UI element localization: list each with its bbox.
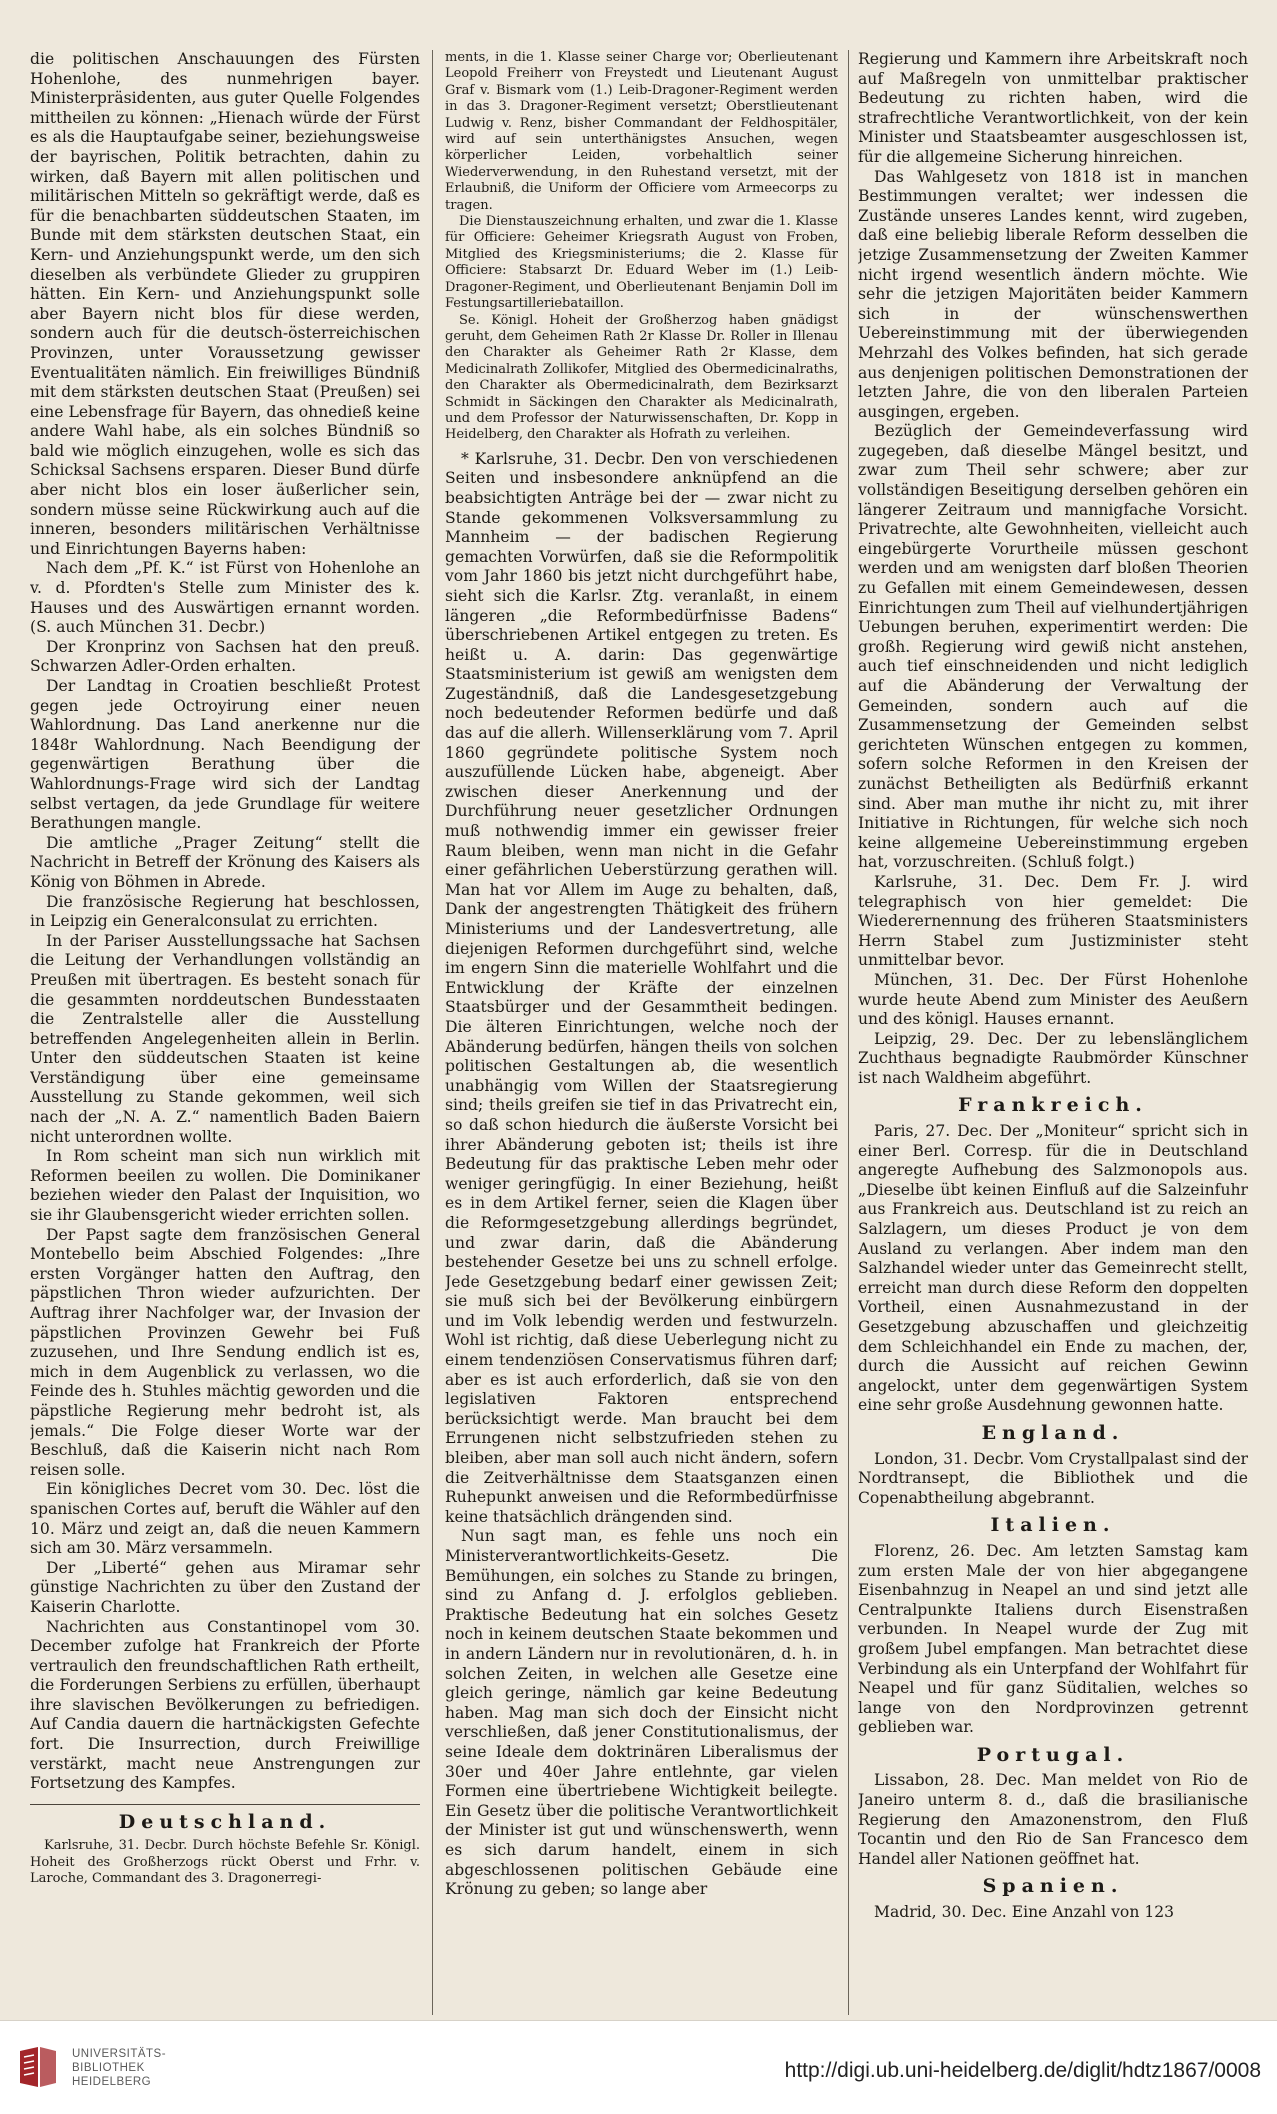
article-paragraph: Die französische Regierung hat beschlossen, in Leipzig ein Generalconsulat zu errichten. <box>30 892 420 931</box>
article-paragraph: Bezüglich der Gemeindeverfassung wird zugegeben, daß dieselbe Mängel besitzt, und zwar zum Theil sehr schwere; aber zur vollständigen Beseitigung derselben gehören ein längerer Zeitraum und mannigfache Vorsicht. Privatrechte, alte Gewohnheiten, vielleicht auch eingebürgerte Vorurtheile müssen geschont werden und am wenigsten darf bloßen Theorien zu Gefallen mit einem Gemeindewesen, dessen Einrichtungen zum Theil auf vielhundertjährigen Uebungen beruhen, experimentirt werden: Die großh. Regierung wird gewiß nicht anstehen, auch tief einschneidenden und nicht lediglich auf die Abänderung der Verwaltung der Gemeinden, sondern auch auf die Zusammensetzung der Gemeinden selbst gerichteten Wünschen entgegen zu kommen, sofern solche Reformen in den Kreisen der zunächst Betheiligten als Bedürfniß erkannt sind. Aber man muthe ihr nicht zu, mit ihrer Initiative in Richtungen, für welche sich noch keine allgemeine Uebereinstimmung ergeben hat, vorzuschreiten. (Schluß folgt.) <box>858 422 1248 872</box>
news-item-madrid: Madrid, 30. Dec. Eine Anzahl von 123 <box>874 1903 1175 1922</box>
news-item-london: London, 31. Decbr. Vom Crystallpalast sind der Nordtransept, die Bibliothek und die Copenabtheilung abgebrannt. <box>858 1449 1248 1507</box>
viewer-footer <box>0 2020 1277 2114</box>
section-heading-deutschland: Deutschland. <box>118 1810 332 1833</box>
article-paragraph: Nach dem „Pf. K.“ ist Fürst von Hohenlohe an v. d. Pfordten's Stelle zum Minister des k. Hauses und des Auswärtigen ernannt worden. (S. auch München 31. Decbr.) <box>30 559 420 637</box>
news-item-paris: Paris, 27. Dec. Der „Moniteur“ spricht sich in einer Berl. Corresp. für die in Deutschland angeregte Aufhebung des Salzmonopols aus. „Dieselbe übt keinen Einfluß auf die Salzeinfuhr aus Frankreich aus. Deutschland ist zu reich an Salzlagern, um dieses Product je von dem Ausland zu verlangen. Aber indem man den Salzhandel wieder unter das Gemeinrecht stellt, erreicht man durch diese Reform den doppelten Vortheil, einen Ausnahmezustand in der Gesetzgebung abzuschaffen und gleichzeitig dem Schleichhandel ein Ende zu machen, der, durch die Aussicht auf reichen Gewinn angelockt, unter dem gegenwärtigen System eine sehr große Ausdehnung gewonnen hatte. <box>858 1122 1248 1415</box>
article-paragraph: Die amtliche „Prager Zeitung“ stellt die Nachricht in Betreff der Krönung des Kaisers als König von Böhmen in Abrede. <box>30 833 420 891</box>
source-url-link[interactable]: http://digi.ub.uni-heidelberg.de/diglit/hdtz1867/0008 <box>784 2059 1261 2082</box>
article-paragraph: Der Kronprinz von Sachsen hat den preuß. Schwarzen Adler-Orden erhalten. <box>30 637 420 676</box>
section-heading-portugal: Portugal. <box>976 1743 1130 1766</box>
section-heading-spanien: Spanien. <box>982 1875 1124 1898</box>
news-item: München, 31. Dec. Der Fürst Hohenlohe wurde heute Abend zum Minister des Aeußern und des königl. Hauses ernannt. <box>858 970 1248 1029</box>
article-paragraph: Der Landtag in Croatien beschließt Protest gegen jede Octroyirung einer neuen Wahlordnung. Das Land anerkenne nur die 1848r Wahlordnung. Nach Beendigung der gegenwärtigen Berathung über die Wahlordnungs-Frage wird sich der Landtag selbst vertagen, da jede Grundlage für weitere Berathungen mangle. <box>30 677 420 833</box>
personnel-notices <box>445 50 838 444</box>
news-item-karlsruhe: Karlsruhe, 31. Decbr. Durch höchste Befehle Sr. Königl. Hoheit des Großherzogs rückt Oberst und Frhr. v. Laroche, Commandant des 3. Dragonerregi- <box>30 1838 420 1887</box>
article-paragraph: die politischen Anschauungen des Fürsten Hohenlohe, des nunmehrigen bayer. Ministerpräsidenten, aus guter Quelle Folgendes mittheilen zu können: „Hienach würde der Fürst es als die Hauptaufgabe seiner, beziehungsweise der bayrischen, Politik betrachten, dahin zu wirken, daß Bayern mit allen politischen und militärischen Mitteln so gekräftigt werde, daß es für die benachbarten süddeutschen Staaten, im Bunde mit dem stärksten deutschen Staat, ein Kern- und Anziehungspunkt werde, um den sich dieselben als verbündete Glieder zu gruppiren hätten. Ein Kern- und Anziehungspunkt solle aber Bayern nicht blos für diese werden, sondern auch für die deutsch-österreichischen Provinzen, unter Voraussetzung gewisser Eventualitäten nämlich. Ein freiwilliges Bündniß mit dem stärksten deutschen Staat (Preußen) sei eine Lebensfrage für Bayern, das ohnedieß keine andere Wahl habe, als ein solches Bündniß so bald wie möglich einzugehen, wolle es sich das Schicksal Sachsens ersparen. Dieser Bund dürfe aber nicht blos ein loser äußerlicher sein, sondern müsse seine Rückwirkung auch auf die inneren, besonders militärischen Verhältnisse und Einrichtungen Bayerns haben: <box>30 50 420 558</box>
section-heading-england: England. <box>981 1421 1125 1444</box>
middle-column <box>445 50 838 2010</box>
news-item-florenz: Florenz, 26. Dec. Am letzten Samstag kam zum ersten Male der von hier abgegangene Eisenbahnzug in Neapel an und sind jetzt alle Centralpunkte Italiens durch Eisenstraßen verbunden. In Neapel wurde der Zug mit großem Jubel empfangen. Man betrachtet diese Verbindung als ein Unterpfand der Wohlfahrt für Neapel und für ganz Süditalien, welches so lange von den Nordprovinzen getrennt geblieben war. <box>858 1541 1248 1737</box>
article-paragraph: In Rom scheint man sich nun wirklich mit Reformen beeilen zu wollen. Die Dominikaner beziehen wieder den Palast der Inquisition, wo sie ihr Glaubensgericht wieder errichten sollen. <box>30 1147 420 1225</box>
article-paragraph: Nachrichten aus Constantinopel vom 30. December zufolge hat Frankreich der Pforte vertraulich den freundschaftlichen Rath ertheilt, die Forderungen Serbiens zu erfüllen, überhaupt ihre slavischen Bevölkerungen zu befriedigen. Auf Candia dauern die hartnäckigsten Gefechte fort. Die Insurrection, durch Freiwillige verstärkt, macht neue Anstrengungen zur Fortsetzung des Kampfes. <box>30 1617 420 1793</box>
article-paragraph: Das Wahlgesetz von 1818 ist in manchen Bestimmungen veraltet; wer indessen die Zustände unseres Landes kennt, wird zugeben, daß eine beliebig liberale Reform desselben die jetzige Zusammensetzung der Zweiten Kammer nicht irgend wesentlich ändern möchte. Wie sehr die jetzigen Majoritäten beider Kammern sich in der wünschenswerthen Uebereinstimmung mit der überwiegenden Mehrzahl des Volkes befinden, hat sich gerade aus denjenigen politischen Demonstrationen der letzten Jahre, die von den liberalen Parteien ausgingen, ergeben. <box>858 167 1248 421</box>
section-rule <box>30 1804 420 1805</box>
section-heading-frankreich: Frankreich. <box>958 1094 1148 1117</box>
news-item: Karlsruhe, 31. Dec. Dem Fr. J. wird telegraphisch von hier gemeldet: Die Wiederernennung des früheren Staatsministers Herrn Stabel zum Justizminister steht unmittelbar bevor. <box>858 872 1248 970</box>
right-column <box>858 50 1248 2010</box>
article-paragraph: * Karlsruhe, 31. Decbr. Den von verschiedenen Seiten und insbesondere anknüpfend an die beabsichtigten Anträge bei der — zwar nicht zu Stande gekommenen Volksversammlung zu Mannheim — der badischen Regierung gemachten Vorwürfen, daß sie die Reformpolitik vom Jahr 1860 bis jetzt nicht durchgeführt habe, sieht sich die Karlsr. Ztg. veranlaßt, in einem längeren „die Reformbedürfnisse Badens“ überschriebenen Artikel entgegen zu treten. Es heißt u. A. darin: Das gegenwärtige Staatsministerium ist gewiß am wenigsten dem Zugeständniß, daß die Landesgesetzgebung noch bedeutender Reformen bedürfe und daß das auf die allerh. Willenserklärung vom 7. April 1860 gegründete politische System noch auszufüllende Lücken habe, abgeneigt. Aber zwischen dieser Anerkennung und der Durchführung neuer gesetzlicher Ordnungen muß nothwendig immer ein gewisser freier Raum bleiben, wenn man nicht in die Gefahr einer gefährlichen Ueberstürzung gerathen will. Man hat vor Allem im Auge zu behalten, daß, Dank der angestrengten Thätigkeit des frühern Ministeriums und der Landesvertretung, alle diejenigen Reformen durchgeführt sind, welche im engern Sinn die materielle Wohlfahrt und die Entwicklung der Kräfte der einzelnen Staatsbürger und der Gesammtheit bedingen. Die älteren Einrichtungen, welche noch der Abänderung bedürfen, hängen theils von solchen politischen Gestaltungen ab, die wesentlich unabhängig vom Willen der Staatsregierung sind; theils greifen sie tief in das Privatrecht ein, so daß schon hiedurch die äußerste Vorsicht bei ihrer Abänderung geboten ist; theils ist ihre Bedeutung für das praktische Leben mehr oder weniger geringfügig. In einer Beziehung, heißt es in dem Artikel ferner, seien die Klagen über die Reformgesetzgebung allerdings begründet, und zwar darin, daß die Abänderung bestehender Gesetze bei uns zu schnell erfolge. Jede Gesetzgebung bedarf einer gewissen Zeit; sie muß sich bei der Bevölkerung einbürgern und im Volk lebendig werden und festwurzeln. Wohl ist richtig, daß diese Ueberlegung nicht zu einem tendenziösen Conservatismus führen darf; aber es ist auch erforderlich, daß sie von den legislativen Faktoren entsprechend berücksichtigt werde. Man braucht bei dem Errungenen nicht selbstzufrieden stehen zu bleiben, aber man soll auch nicht ändern, sofern die Zeitverhältnisse dem Staatsganzen einen Ruhepunkt anweisen und die Reformbedürfnisse keine thatsächlich drängenden sind. <box>445 449 838 1526</box>
article-paragraph: Der „Liberté“ gehen aus Miramar sehr günstige Nachrichten zu über den Zustand der Kaiserin Charlotte. <box>30 1558 420 1616</box>
notice-paragraph: ments, in die 1. Klasse seiner Charge vor; Oberlieutenant Leopold Freiherr von Freystedt und Lieutenant August Graf v. Bismark vom (1.) Leib-Dragoner-Regiment werden in das 3. Dragoner-Regiment versetzt; Oberstlieutenant Ludwig v. Renz, bisher Commandant der Feldhospitäler, wird auf sein unterthänigstes Ansuchen, wegen körperlicher Leiden, vorbehaltlich seiner Wiederverwendung, in den Ruhestand versetzt, mit der Erlaubniß, die Uniform der Officiere vom Armeecorps zu tragen. <box>445 50 838 213</box>
article-paragraph: In der Pariser Ausstellungssache hat Sachsen die Leitung der Verhandlungen vollständig an Preußen mit übertragen. Es besteht sonach für die gesammten norddeutschen Bundesstaaten die Zentralstelle aller die Ausstellung betreffenden Angelegenheiten allein in Berlin. Unter den süddeutschen Staaten ist keine Verständigung über eine gemeinsame Ausstellung zu Stande gekommen, weil sich nach der „N. A. Z.“ namentlich Baden Baiern nicht unterordnen wollte. <box>30 931 420 1146</box>
article-paragraph: Ein königliches Decret vom 30. Dec. löst die spanischen Cortes auf, beruft die Wähler auf den 10. März und zeigt an, daß die neuen Kammern sich am 30. März versammeln. <box>30 1480 420 1558</box>
news-item-lissabon: Lissabon, 28. Dec. Man meldet von Rio de Janeiro unterm 8. d., daß die brasilianische Regierung den Amazonenstrom, den Fluß Tocantin und den Rio de San Francesco dem Handel aller Nationen geöffnet hat. <box>858 1771 1248 1868</box>
column-divider <box>848 50 849 2015</box>
article-paragraph: Nun sagt man, es fehle uns noch ein Ministerverantwortlichkeits-Gesetz. Die Bemühungen, ein solches zu Stande zu bringen, sind zu Anfang d. J. erfolglos geblieben. Praktische Bedeutung hat ein solches Gesetz noch in keinem deutschen Staate bekommen und in andern Ländern nur in revolutionären, d. h. in solchen Zeiten, in welchen alle Gesetze eine gleich geringe, nämlich gar keine Bedeutung haben. Mag man sich doch der Einsicht nicht verschließen, daß jener Constitutionalismus, der seine Ideale dem doktrinären Liberalismus der 30er und 40er Jahre entlehnte, gar vielen Formen eine übertriebene Wichtigkeit beilegte. Ein Gesetz über die politische Verantwortlichkeit der Minister ist gut und wünschenswerth, wenn es sich darum handelt, einem in sich abgeschlossenen politischen Gebäude eine Krönung zu geben; so lange aber <box>445 1527 838 1899</box>
column-divider <box>432 50 433 2015</box>
article-paragraph: Regierung und Kammern ihre Arbeitskraft noch auf Maßregeln von unmittelbar praktischer Bedeutung zu richten haben, wird die strafrechtliche Verantwortlichkeit, von der kein Minister und Staatsbeamter ausgeschlossen ist, für die allgemeine Sicherung hinreichen. <box>858 50 1248 166</box>
article-paragraph: Der Papst sagte dem französischen General Montebello beim Abschied Folgendes: „Ihre ersten Vorgänger hatten den Auftrag, den päpstlichen Thron wieder aufzurichten. Der Auftrag ihrer Nachfolger war, der Invasion der päpstlichen Provinzen Gewehr bei Fuß zuzusehen, und Ihre Sendung endlich ist es, mich in dem Augenblick zu verlassen, wo die Feinde des h. Stuhles mächtig geworden und die päpstliche Regierung mehr bedroht ist, als jemals.“ Die Folge dieser Worte war der Beschluß, daß die Kaiserin nicht nach Rom reisen solle. <box>30 1225 420 1479</box>
library-name: UNIVERSITÄTS- BIBLIOTHEK HEIDELBERG <box>72 2048 167 2088</box>
notice-paragraph: Die Dienstauszeichnung erhalten, und zwar die 1. Klasse für Officiere: Geheimer Kriegsrath August von Froben, Mitglied des Kriegsministeriums; die 2. Klasse für Officiere: Stabsarzt Dr. Eduard Weber im (1.) Leib-Dragoner-Regiment, und Oberlieutenant Benjamin Doll im Festungsartilleriebataillon. <box>445 214 838 312</box>
left-column <box>30 50 420 2010</box>
library-logo-icon <box>14 2043 62 2091</box>
notice-paragraph: Se. Königl. Hoheit der Großherzog haben gnädigst geruht, dem Geheimen Rath 2r Klasse Dr. Roller in Illenau den Charakter als Geheimer Rath 2r Klasse, dem Medicinalrath Zollikofer, Mitglied des Obermedicinalraths, den Charakter als Obermedicinalrath, dem Bezirksarzt Schmidt in Säckingen den Charakter als Medicinalrath, und dem Professor der Naturwissenschaften, Dr. Kopp in Heidelberg, den Charakter als Hofrath zu verleihen. <box>445 312 838 443</box>
news-item: Leipzig, 29. Dec. Der zu lebenslänglichem Zuchthaus begnadigte Raubmörder Künschner ist nach Waldheim abgeführt. <box>858 1029 1248 1087</box>
section-heading-italien: Italien. <box>990 1514 1116 1537</box>
